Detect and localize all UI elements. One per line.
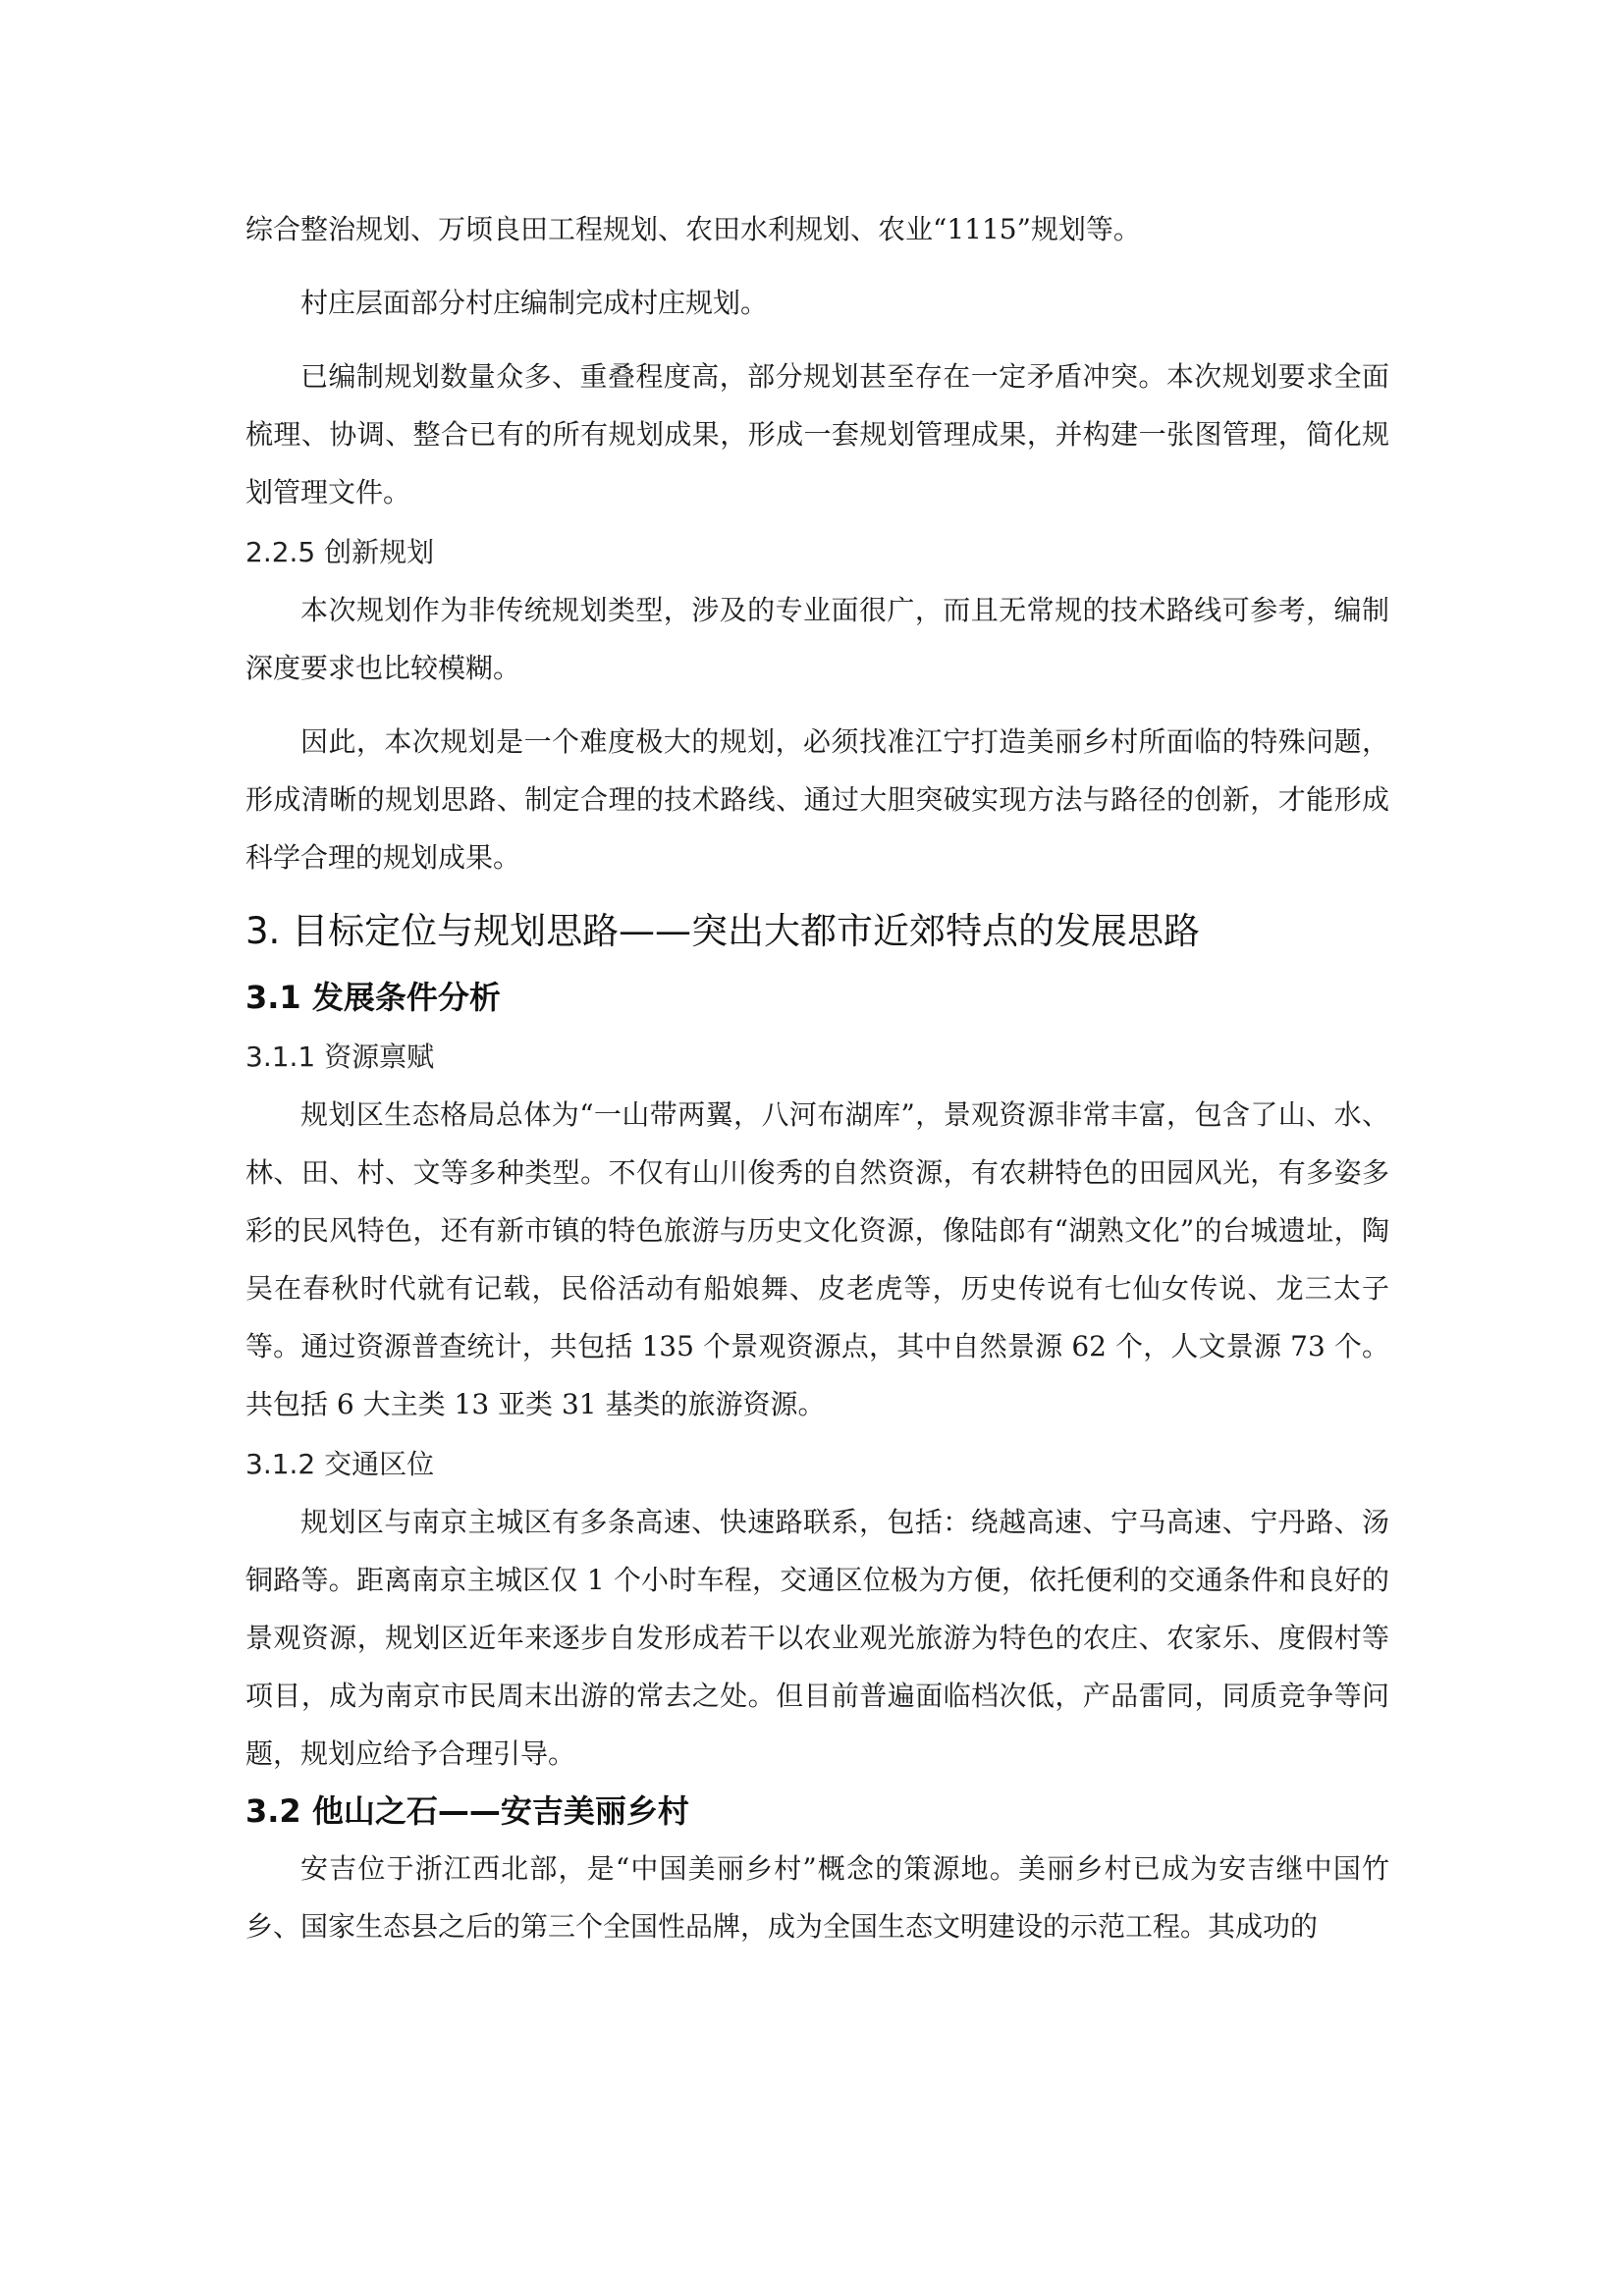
chapter-heading-3: 3. 目标定位与规划思路——突出大都市近郊特点的发展思路 xyxy=(245,910,1201,952)
paragraph: 本次规划作为非传统规划类型，涉及的专业面很广，而且无常规的技术路线可参考，编制深度要求也比较模糊。 xyxy=(245,594,1389,684)
paragraph: 已编制规划数量众多、重叠程度高，部分规划甚至存在一定矛盾冲突。本次规划要求全面梳理、协调、整合已有的所有规划成果，形成一套规划管理成果，并构建一张图管理，简化规划管理文件。 xyxy=(245,360,1389,508)
paragraph: 安吉位于浙江西北部，是“中国美丽乡村”概念的策源地。美丽乡村已成为安吉继中国竹乡、国家生态县之后的第三个全国性品牌，成为全国生态文明建设的示范工程。其成功的 xyxy=(245,1852,1389,1943)
document-page xyxy=(245,200,1389,1955)
paragraph: 规划区生态格局总体为“一山带两翼，八河布湖库”，景观资源非常丰富，包含了山、水、林、田、村、文等多种类型。不仅有山川俊秀的自然资源，有农耕特色的田园风光，有多姿多彩的民风特色，还有新市镇的特色旅游与历史文化资源，像陆郎有“湖熟文化”的台城遗址，陶吴在春秋时代就有记载，民俗活动有船娘舞、皮老虎等，历史传说有七仙女传说、龙三太子等。通过资源普查统计，共包括 135 个景观资源点，其中自然景源 62 个，人文景源 73 个。共包括 6 大主类 13 亚类 31 基类的旅游资源。 xyxy=(245,1098,1389,1420)
section-heading-3-1: 3.1 发展条件分析 xyxy=(245,979,501,1016)
section-heading-3-2: 3.2 他山之石——安吉美丽乡村 xyxy=(245,1792,689,1830)
section-heading-2-2-5: 2.2.5 创新规划 xyxy=(245,536,435,568)
paragraph: 规划区与南京主城区有多条高速、快速路联系，包括：绕越高速、宁马高速、宁丹路、汤铜路等。距离南京主城区仅 1 个小时车程，交通区位极为方便，依托便利的交通条件和良好的景观资源，规划区近年来逐步自发形成若干以农业观光旅游为特色的农庄、农家乐、度假村等项目，成为南京市民周末出游的常去之处。但目前普遍面临档次低，产品雷同，同质竞争等问题，规划应给予合理引导。 xyxy=(245,1506,1389,1770)
paragraph: 村庄层面部分村庄编制完成村庄规划。 xyxy=(300,287,769,319)
section-heading-3-1-1: 3.1.1 资源禀赋 xyxy=(245,1041,435,1073)
paragraph: 综合整治规划、万顷良田工程规划、农田水利规划、农业“1115”规划等。 xyxy=(245,213,1141,245)
section-heading-3-1-2: 3.1.2 交通区位 xyxy=(245,1448,435,1480)
paragraph: 因此，本次规划是一个难度极大的规划，必须找准江宁打造美丽乡村所面临的特殊问题，形成清晰的规划思路、制定合理的技术路线、通过大胆突破实现方法与路径的创新，才能形成科学合理的规划成果。 xyxy=(245,725,1389,874)
